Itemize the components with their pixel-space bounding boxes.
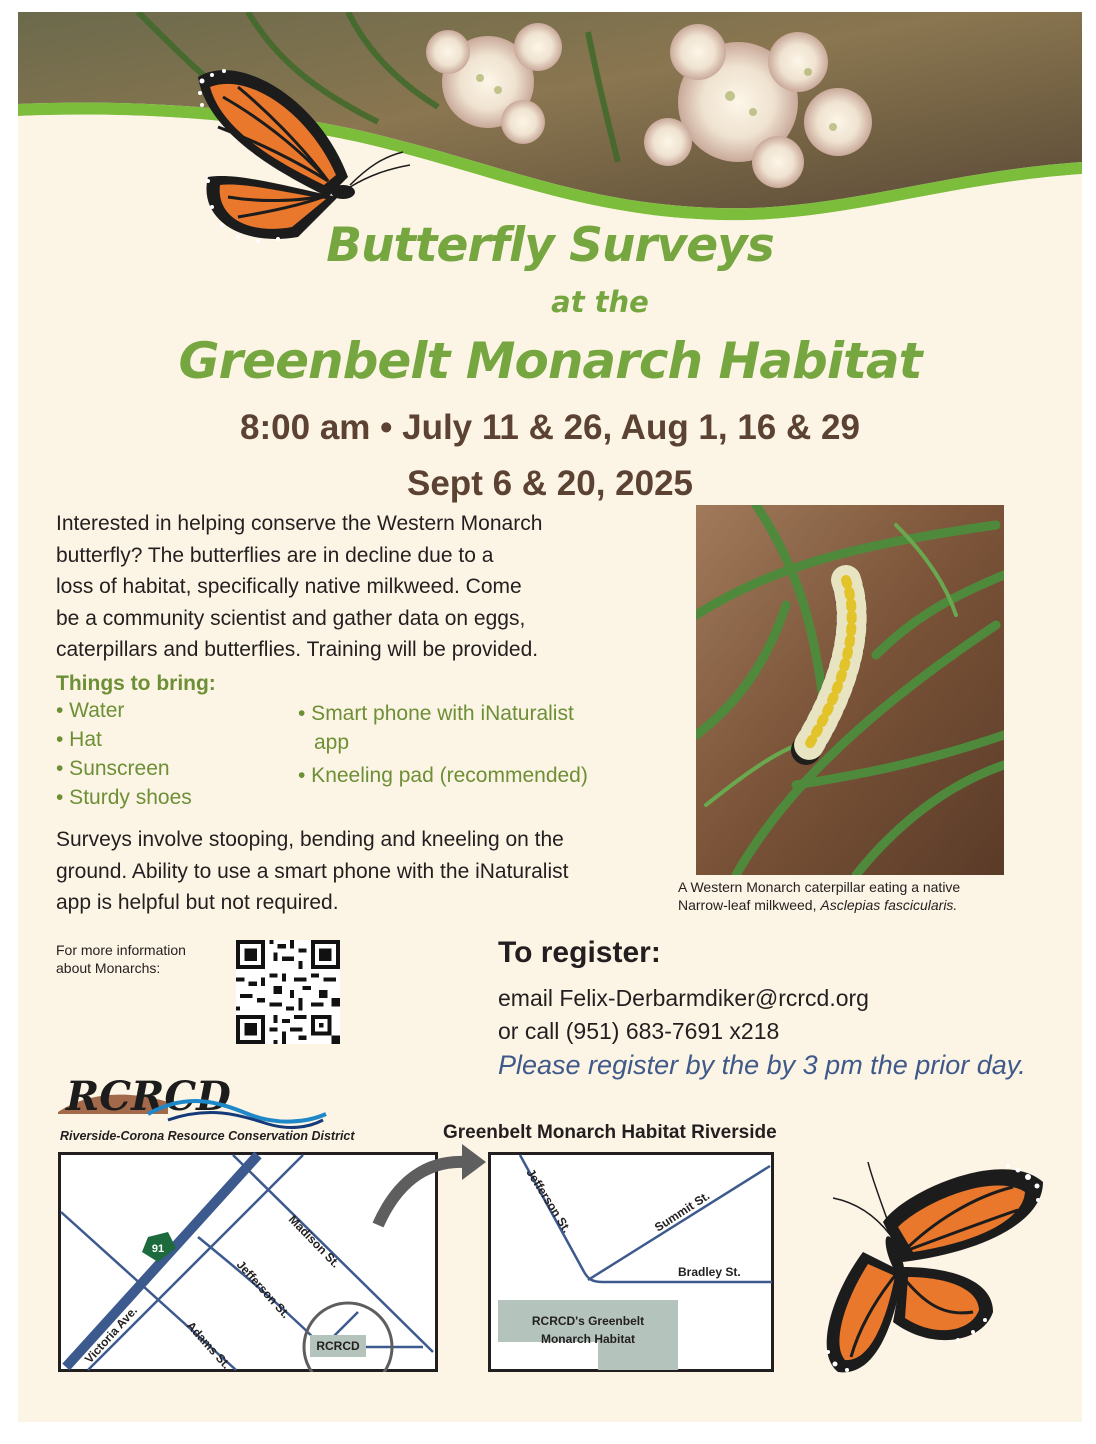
bring-item: app (314, 731, 350, 754)
intro-line: loss of habitat, specifically native milkweed. Come (56, 575, 522, 598)
caption-species: Asclepias fascicularis. (820, 897, 958, 913)
intro-line: caterpillars and butterflies. Training will be provided. (56, 638, 539, 661)
jefferson-st-label: Jefferson St. (233, 1257, 293, 1322)
register-deadline-note: Please register by the by 3 pm the prior day. (498, 1050, 1026, 1080)
caption-line2 (678, 896, 1038, 914)
bring-item: • Sunscreen (56, 757, 170, 780)
title-butterfly-surveys: Butterfly Surveys (326, 218, 774, 273)
jefferson-st-label-detail: Jefferson St. (523, 1166, 574, 1236)
more-info-line: For more information (56, 942, 186, 958)
surveys-line: Surveys involve stooping, bending and kneeling on the (56, 828, 564, 851)
intro-line: butterfly? The butterflies are in decline due to a (56, 543, 494, 567)
caterpillar-photo (696, 505, 1004, 875)
photo-caption (678, 878, 1038, 914)
bring-item: • Sturdy shoes (56, 786, 192, 809)
flyer-page (18, 12, 1082, 1422)
bring-item: • Smart phone with iNaturalist (298, 702, 574, 725)
victoria-ave-label: Victoria Ave. (81, 1303, 141, 1367)
surveys-paragraph (56, 824, 676, 919)
bradley-st-label: Bradley St. (678, 1265, 741, 1279)
intro-line: be a community scientist and gather data on eggs, (56, 606, 526, 630)
summit-st-label: Summit St. (652, 1188, 713, 1235)
caption-line2-text: Narrow-leaf milkweed, (678, 897, 821, 913)
caption-line1: A Western Monarch caterpillar eating a native (678, 879, 961, 895)
survey-dates-line2: Sept 6 & 20, 2025 (407, 464, 693, 503)
bring-list-left (56, 696, 192, 812)
more-info-label (56, 941, 236, 977)
zoom-arrow-icon (358, 1130, 498, 1230)
survey-dates-line1: 8:00 am • July 11 & 26, Aug 1, 16 & 29 (240, 408, 860, 447)
bring-item: • Water (56, 699, 125, 722)
things-to-bring-heading: Things to bring: (56, 672, 216, 695)
rcrcd-logo (58, 1062, 378, 1147)
madison-st-label: Madison St. (285, 1212, 343, 1271)
monarch-butterfly-open-wings-illustration (813, 1152, 1053, 1382)
title-greenbelt-monarch-habitat: Greenbelt Monarch Habitat (178, 332, 922, 390)
title-at-the: at the (551, 285, 649, 319)
logo-wordmark: RCRCD (66, 1073, 231, 1120)
register-phone[interactable]: or call (951) 683-7691 x218 (498, 1018, 780, 1044)
rcrcd-map-label: RCRCD (316, 1339, 360, 1353)
intro-paragraph (56, 508, 656, 666)
surveys-line: ground. Ability to use a smart phone with the iNaturalist (56, 859, 569, 883)
habitat-label-line2: Monarch Habitat (540, 1332, 636, 1346)
bring-item: • Hat (56, 728, 102, 751)
register-heading: To register: (498, 936, 661, 969)
more-info-line: about Monarchs: (56, 960, 161, 976)
route-label: 91 (151, 1243, 165, 1255)
register-email[interactable]: email Felix-Derbarmdiker@rcrcd.org (498, 985, 869, 1011)
qr-code[interactable] (236, 940, 340, 1044)
maps-title: Greenbelt Monarch Habitat Riverside (443, 1122, 777, 1143)
bring-list-right (298, 699, 588, 790)
logo-subtitle: Riverside-Corona Resource Conservation District (60, 1129, 355, 1143)
intro-line: Interested in helping conserve the Western Monarch (56, 512, 543, 535)
bring-item: • Kneeling pad (recommended) (298, 764, 588, 787)
adams-st-label: Adams St. (183, 1318, 234, 1372)
surveys-line: app is helpful but not required. (56, 891, 339, 914)
habitat-label-line1: RCRCD's Greenbelt (531, 1314, 645, 1328)
habitat-detail-map (488, 1152, 774, 1372)
